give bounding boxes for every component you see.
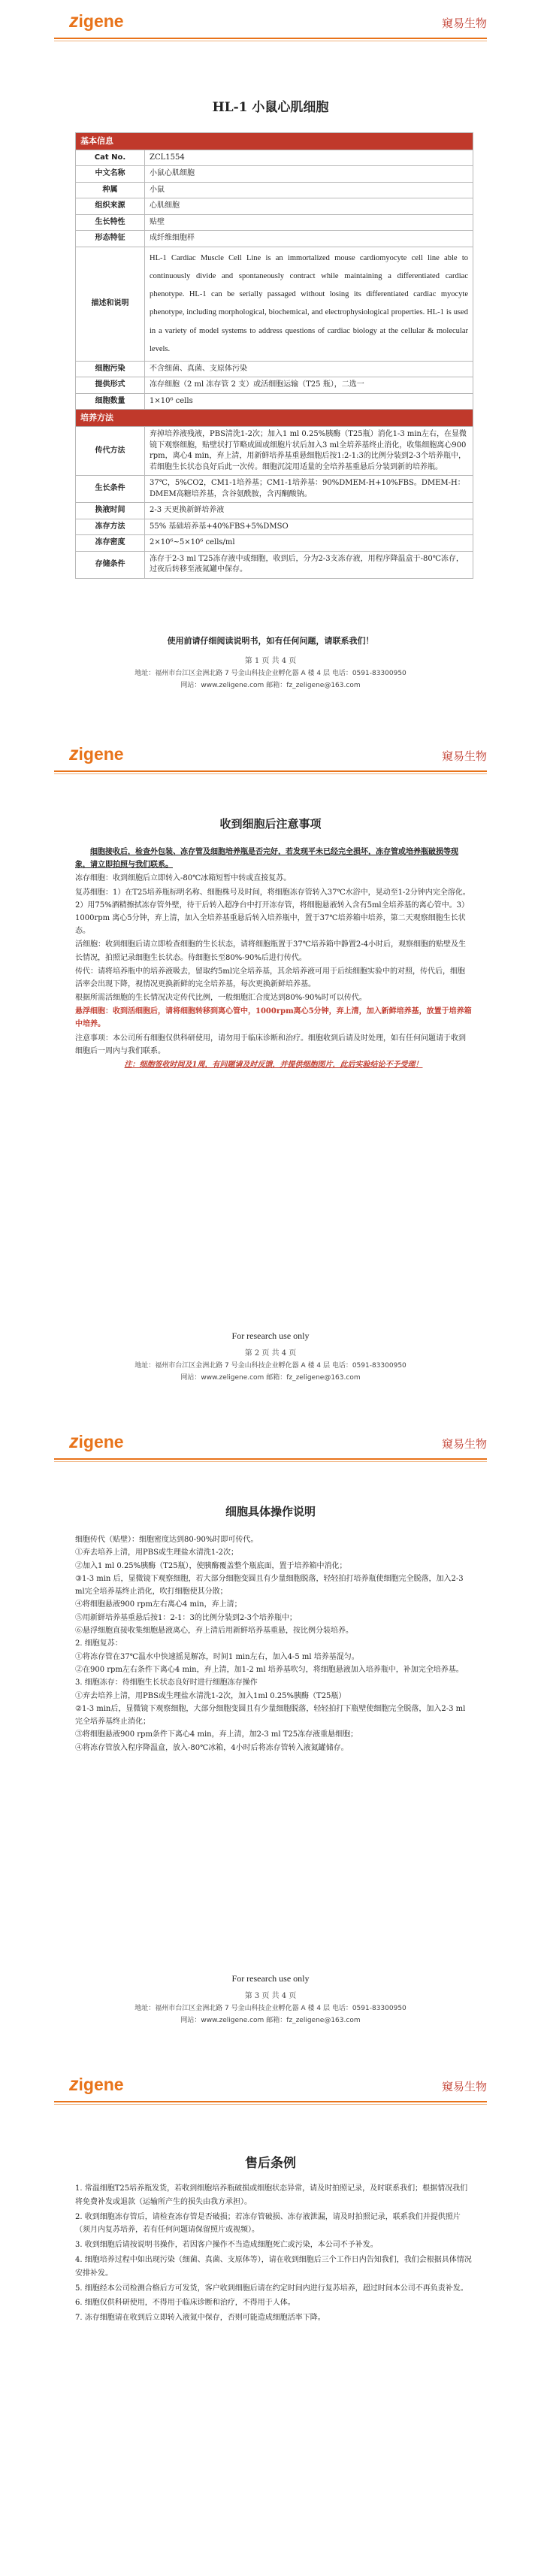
read-manual-notice: 使用前请仔细阅读说明书，如有任何问题，请联系我们！ xyxy=(167,636,374,646)
section-title: 售后条例 xyxy=(245,2156,296,2171)
step-line: ①弃去培养上清，用PBS或生理盐水清洗1-2次，加入1ml 0.25%胰酶（T25瓶） xyxy=(75,1691,346,1700)
brand-name: 窺易生物 xyxy=(441,2080,487,2093)
paragraph: 冻存细胞：收到细胞后立即转入-80℃冰箱短暂中转或直接复苏。 xyxy=(75,874,292,883)
table-row: 冻存方法 55% 基础培养基+40%FBS+5%DMSO xyxy=(76,519,473,535)
paragraph: 传代：请将培养瓶中的培养液吸去，留取约5ml完全培养基，其余培养液可用于后续细胞实验中的对照，传代后，细胞活率会出现下降，视情况更换新鲜的完全培养基，每次更换新鲜培养基。 xyxy=(75,967,466,988)
step-line: ④将细胞悬液900 rpm左右离心4 min，弃上清； xyxy=(75,1600,242,1609)
table-row: 描述和说明 HL-1 Cardiac Muscle Cell Line is an immortalized mouse cardiomyocyte cell line able to continuously divide and spontaneously contract while maintaining a differentiated cardiac phenotype. HL-1 can be serially passaged without losing its differentiated cardiac myocyte phenotype, including morphological, biochemical, and electrophysiological properties. HL-1 is used in a variety of model systems to address questions of cardiac biology at the cellular & molecular levels. xyxy=(76,247,473,361)
table-row: 生长特性 贴壁 xyxy=(76,214,473,231)
footer-web: 网站：www.zeligene.com 邮箱：fz_zeligene@163.com xyxy=(180,1374,361,1382)
table-row: 中文名称 小鼠心肌细胞 xyxy=(76,166,473,183)
header-divider xyxy=(54,770,487,772)
table-row: 传代方法 弃掉培养液残液，PBS清洗1-2次；加入1 ml 0.25%胰酶（T25瓶）消化1-3 min左右，在显微镜下观察细胞，贴壁状打节略成圆或细胞片状后加入3 ml全培养基终止消化，收集细胞离心900 rpm，离心4 min，弃上清，用新鲜培养基重悬细胞后按1:2-1:3的比例分装到2-3个培养瓶中，若细胞生长状态良好后此一次传。细胞沉淀用适量的全培养基重悬后分装到新的培养瓶。 xyxy=(76,427,473,476)
step-line: ③1-3 min 后，显微镜下观察细胞，若大部分细胞变圆且有少量细胞脱落，轻轻拍打培养瓶使细胞完全脱落，加入2-3 ml完全培养基终止消化，吹打细胞使其分散； xyxy=(75,1574,464,1597)
table-row: 生长条件 37℃，5%CO2，CM1-1培养基；CM1-1培养基：90%DMEM-H+10%FBS。DMEM-H：DMEM高糖培养基，含谷氨酰胺，含丙酮酸钠。 xyxy=(76,476,473,503)
table-row: 换液时间 2-3 天更换新鲜培养液 xyxy=(76,503,473,519)
table-row: 细胞数量 1×10⁶ cells xyxy=(76,393,473,410)
paragraph: 注意事项：本公司所有细胞仅供科研使用，请勿用于临床诊断和治疗。细胞收到后请及时处理，如有任何问题请于收到细胞后一周内与我们联系。 xyxy=(75,1034,466,1055)
section-basic-info: 基本信息 xyxy=(76,133,473,150)
page-header xyxy=(0,0,541,60)
header-divider xyxy=(54,1458,487,1460)
zeligene-logo: zigene xyxy=(69,743,124,764)
table-row: 形态特征 成纤维细胞样 xyxy=(76,231,473,247)
step-line: 细胞传代（贴壁）：细胞密度达到80-90%时即可传代。 xyxy=(75,1536,258,1544)
step-line: ②在900 rpm左右条件下离心4 min，弃上清，加1-2 ml 培养基吹匀，将细胞悬液加入培养瓶中，补加完全培养基。 xyxy=(75,1665,464,1674)
page-4 xyxy=(0,2063,541,2576)
header-divider xyxy=(54,38,487,39)
list-item: 2. 收到细胞冻存管后，请检查冻存管是否破损；若冻存管破损、冻存液泄漏，请及时拍照记录，联系我们并提供照片（须月内复苏培养，若有任何问题请保留照片或视频）。 xyxy=(75,2212,461,2235)
brand-name: 窺易生物 xyxy=(441,17,487,30)
step-line: ③将细胞悬液900 rpm条件下离心4 min，弃上清，加2-3 ml T25冻存液重悬细胞； xyxy=(75,1730,358,1739)
step-line: ②1-3 min后，显微镜下观察细胞，大部分细胞变圆且有少量细胞脱落，轻轻拍打下瓶壁使细胞完全脱落，加入2-3 ml完全培养基终止消化； xyxy=(75,1704,466,1727)
header-divider-thin xyxy=(54,1461,487,1462)
after-sales-body xyxy=(75,2182,472,2326)
table-row: 种属 小鼠 xyxy=(76,182,473,198)
table-row: 存储条件 冻存于2-3 ml T25冻存液中或细胞，收到后，分为2-3支冻存液，用程序降温盒于-80℃冻存，过夜后转移至液氮罐中保存。 xyxy=(76,551,473,578)
header-divider-thin xyxy=(54,773,487,774)
research-use-note: For research use only xyxy=(231,1973,310,1984)
section-culture-method: 培养方法 xyxy=(76,410,473,427)
step-line: 2. 细胞复苏： xyxy=(75,1639,122,1648)
page-footer xyxy=(0,1973,541,2024)
step-line: ①将冻存管在37℃温水中快速摇晃解冻，时间1 min左右，加入4-5 ml 培养基混匀。 xyxy=(75,1652,359,1661)
step-line: ①弃去培养上清，用PBS或生理盐水清洗1-2次； xyxy=(75,1548,239,1557)
zeligene-logo: zigene xyxy=(69,2074,124,2095)
list-item: 4. 细胞培养过程中如出现污染（细菌、真菌、支原体等），请在收到细胞后三个工作日内告知我们，我们会根据具体情况安排补发。 xyxy=(75,2255,472,2278)
page-header xyxy=(0,1421,541,1481)
brand-name: 窺易生物 xyxy=(441,749,487,763)
step-line: ⑥悬浮细胞直接收集细胞悬液离心，弃上清后用新鲜培养基重悬，按比例分装培养。 xyxy=(75,1627,353,1636)
list-item: 5. 细胞经本公司检测合格后方可发货，客户收到细胞后请在约定时间内进行复苏培养，超过时间本公司不再负责补发。 xyxy=(75,2284,468,2293)
page-header xyxy=(0,2063,541,2123)
step-line: ④将冻存管放入程序降温盒，放入-80℃冰箱，4小时后将冻存管转入液氮罐储存。 xyxy=(75,1743,349,1752)
step-line: ⑤用新鲜培养基重悬后按1：2-1：3的比例分装到2-3个培养瓶中； xyxy=(75,1613,297,1622)
paragraph: 复苏细胞：1）在T25培养瓶标明名称、细胞株号及时间，将细胞冻存管转入37℃水浴中，晃动至1-2分钟内完全溶化。2）用75%酒精擦拭冻存管外壁，待干后转入超净台中打开冻存管，将细胞悬液转入含有5ml全培养基的离心管中。3）1000rpm 离心5分钟，弃上清，加入全培养基重悬后转入培养瓶中，置于37℃培养箱中培养，第二天观察细胞生长状态。 xyxy=(75,888,470,936)
page-number: 第 3 页 共 4 页 xyxy=(244,1992,297,2000)
brand-name: 窺易生物 xyxy=(441,1437,487,1451)
operation-body xyxy=(75,1533,472,1754)
step-line: ②加入1 ml 0.25%胰酶（T25瓶），使胰酶覆盖整个瓶底面，置于培养箱中消化； xyxy=(75,1561,347,1570)
header-divider xyxy=(54,2101,487,2102)
page-3 xyxy=(0,1421,541,2063)
footer-address: 地址：福州市台江区金洲北路 7 号金山科技企业孵化器 A 楼 4 层 电话：0591-83300950 xyxy=(134,670,407,677)
page-header xyxy=(0,733,541,793)
footer-web: 网站：www.zeligene.com 邮箱：fz_zeligene@163.com xyxy=(180,682,361,689)
page-1 xyxy=(0,0,541,733)
page-number: 第 2 页 共 4 页 xyxy=(244,1349,297,1358)
list-item: 1. 常温细胞T25培养瓶发货，若收到细胞培养瓶破损或细胞状态异常，请及时拍照记录，及时联系我们；根据情况我们将免费补发或退款（运输所产生的损失由我方承担）。 xyxy=(75,2184,468,2206)
header-divider-thin xyxy=(54,2104,487,2105)
footer-address: 地址：福州市台江区金洲北路 7 号金山科技企业孵化器 A 楼 4 层 电话：0591-83300950 xyxy=(134,2005,407,2012)
page-2 xyxy=(0,733,541,1421)
table-row: 冻存密度 2×10⁶~5×10⁶ cells/ml xyxy=(76,535,473,552)
footer-address: 地址：福州市台江区金洲北路 7 号金山科技企业孵化器 A 楼 4 层 电话：0591-83300950 xyxy=(134,1362,407,1370)
paragraph: 细胞接收后，检查外包装、冻存管及细胞培养瓶是否完好，若发现平未已经完全损坏，冻存管或培养瓶破损等现象，请立即拍照与我们联系。 xyxy=(75,848,458,870)
footer-web: 网站：www.zeligene.com 邮箱：fz_zeligene@163.com xyxy=(180,2017,361,2024)
page-footer xyxy=(0,654,541,689)
list-item: 7. 冻存细胞请在收到后立即转入液氮中保存，否则可能造成细胞活率下降。 xyxy=(75,2314,325,2323)
final-notice: 注：细胞签收时间及1周，有问题请及时反馈，并提供细胞图片，此后实验结论不予受理！ xyxy=(124,1061,423,1069)
paragraph: 活细胞：收到细胞后请立即检查细胞的生长状态，请将细胞瓶置于37℃培养箱中静置2-4小时后，观察细胞的贴壁及生长情况，拍照记录细胞生长状态。待细胞长至80%-90%后进行传代。 xyxy=(75,940,467,962)
info-table xyxy=(75,132,473,579)
paragraph: 悬浮细胞：收到活细胞后，请将细胞转移到离心管中，1000rpm离心5分钟，弃上清，加入新鲜培养基，放置于培养箱中培养。 xyxy=(75,1007,472,1029)
list-item: 6. 细胞仅供科研使用，不得用于临床诊断和治疗，不得用于人体。 xyxy=(75,2299,295,2308)
page-footer xyxy=(0,1330,541,1382)
step-line: 3. 细胞冻存：待细胞生长状态良好时进行细胞冻存操作 xyxy=(75,1678,258,1688)
table-row: Cat No. ZCL1554 xyxy=(76,150,473,166)
product-title: HL-1 小鼠心肌细胞 xyxy=(212,100,329,115)
notes-body xyxy=(75,846,472,1072)
section-title: 细胞具体操作说明 xyxy=(225,1505,316,1518)
list-item: 3. 收到细胞后请按说明书操作，若因客户操作不当造成细胞死亡或污染，本公司不予补发。 xyxy=(75,2241,378,2250)
paragraph: 根据所需活细胞的生长情况决定传代比例，一般细胞汇合度达到80%-90%时可以传代。 xyxy=(75,994,367,1003)
table-row: 组织来源 心肌细胞 xyxy=(76,198,473,215)
research-use-note: For research use only xyxy=(231,1330,310,1341)
page-number: 第 1 页 共 4 页 xyxy=(244,657,297,665)
zeligene-logo: zigene xyxy=(69,1431,124,1452)
zeligene-logo: zigene xyxy=(69,11,124,32)
description-text: HL-1 Cardiac Muscle Cell Line is an immortalized mouse cardiomyocyte cell line able to continuously divide and spontaneously contract while maintaining a differentiated cardiac phenotype. HL-1 can be serially passaged without losing its differentiated cardiac myocyte phenotype, including morphological, biochemical, and electrophysiological properties. HL-1 is used in a variety of model systems to address questions of cardiac biology at the cellular & molecular levels. xyxy=(145,247,473,361)
section-title: 收到细胞后注意事项 xyxy=(219,817,322,831)
table-row: 细胞污染 不含细菌、真菌、支原体污染 xyxy=(76,361,473,377)
table-row: 提供形式 冻存细胞（2 ml 冻存管 2 支）或活细胞运输（T25 瓶），二选一 xyxy=(76,377,473,394)
